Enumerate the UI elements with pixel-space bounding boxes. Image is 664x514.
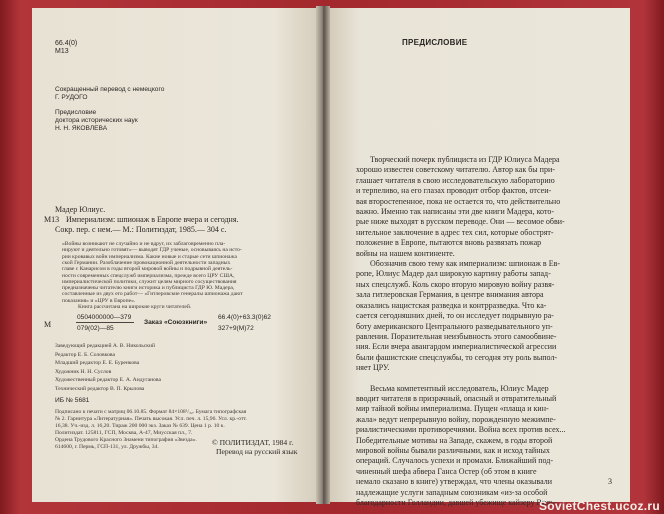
- text-line: зала гитлеровская Германия, в центре внимания автора: [356, 290, 544, 300]
- text-line: Творческий почерк публициста из ГДР Юлиуса Мадера: [370, 155, 560, 164]
- text-line: ния. Если вчера авангардом империалистической агрессии: [356, 342, 557, 352]
- bbk-row-1: 66.4(0)+63.3(0)62: [218, 314, 271, 321]
- text-line: риалистическими противоречиями. Война всех против всех...: [356, 425, 566, 435]
- catalog-top: 66.4(0): [55, 40, 78, 47]
- annotation-line: ской Германии. Разоблачение провокационной деятельности западных: [62, 259, 231, 266]
- annotation-line: показания» и «ЦРУ в Европе».: [62, 297, 136, 304]
- abridged-translation: Сокращенный перевод с немецкого: [55, 86, 165, 93]
- imprint-line: Политиздат. 125811, ГСП, Москва, А-47, Миусская пл., 7.: [55, 430, 193, 436]
- annotation-line: нируют и деятельно готовят»— выводят ГДР ученые, основываясь на исто-: [62, 247, 242, 254]
- text-line: хорошо известен советскому читателю. Автор как бы при-: [356, 165, 555, 175]
- code-row-1: 0504000000—379: [77, 314, 132, 321]
- text-line: оказались нацистская разведка и контрразведка. Что ка-: [356, 300, 547, 310]
- annotation-line: рии кровавых войн империализма. Какие новые и старые сети шпионажа: [62, 253, 237, 260]
- text-line: надлежащие услуги западным союзникам «из-за особой: [356, 487, 548, 497]
- text-line: мир тайной войны империализма. Пущен «плаща и кин-: [356, 404, 549, 414]
- annotation-line: главе с Канарисом в годы второй мировой войны и подрывной деятель-: [62, 266, 233, 273]
- preface-heading: ПРЕДИСЛОВИЕ: [402, 38, 468, 47]
- text-line: операций. Случалось успехи и промахи. Ближайший под-: [356, 456, 554, 466]
- text-line: Весьма компетентный исследователь, Юлиус Мадер: [370, 383, 549, 393]
- imprint-line: 16,38. Уч.-изд. л. 16,20. Тираж 200 000 экз. Заказ № 639. Цена 1 р. 10 к.: [55, 423, 225, 429]
- text-line: мировой войны бывали различными, как и исход тайных: [356, 445, 550, 455]
- annotation-line: «Войны возникают не случайно и не вдруг, их заблаговременно пла-: [62, 241, 226, 247]
- text-line: немало сказано в книге) утверждал, что члены оказывали: [356, 477, 552, 487]
- bib-line-2: Сокр. пер. с нем.— М.: Политиздат, 1985.— 304 с.: [55, 225, 227, 234]
- text-line: важно. Именно так написаны эти две книги Мадера, кото-: [356, 207, 554, 217]
- staff-line: Художественный редактор Е. А. Андуганова: [55, 377, 161, 383]
- text-line: няет ЦРУ.: [356, 363, 390, 373]
- text-line: вая второстепенное, пока не остается то, что действительно: [356, 196, 561, 206]
- left-page: [32, 8, 316, 502]
- text-line: и терпеливо, на его глазах проводит отбор фактов, отсеи-: [356, 186, 552, 196]
- text-line: ропе, Юлиус Мадер дал широкую картину работы запад-: [356, 269, 551, 279]
- text-line: боту американского Центрального разведывательного уп-: [356, 321, 553, 331]
- text-line: рые ниже выходят в русском переводе. Они — весомое обви-: [356, 217, 565, 227]
- annotation-line: ности современных спецслужб империализма, прежде всего ЦРУ США,: [62, 272, 235, 279]
- preface-author: Н. Н. ЯКОВЛЕВА: [55, 125, 108, 132]
- staff-line: Технический редактор В. П. Крылова: [55, 385, 145, 392]
- imprint-line: 614600, г. Пермь, ГСП-131, ул. Дружбы, 34.: [55, 444, 159, 450]
- paragraph-2: [356, 259, 621, 373]
- text-line: благодарности Голландии, давшей убежище кайзеру Виль-: [356, 498, 557, 507]
- staff-line: Редактор Е. Б. Соловкова: [55, 351, 115, 358]
- text-line: сается сегодняшних дней, то он исследует подрывную ра-: [356, 311, 554, 321]
- imprint-line: Ордена Трудового Красного Знамени типография «Звезда».: [55, 437, 197, 443]
- imprint-line: № 2. Гарнитура «Литературная». Печать высокая. Усл. печ. л. 15,96. Усл. кр.-отт.: [55, 416, 247, 422]
- imprint-line: Подписано к печати с матриц 06.10.85. Формат 84×108¹/₃₂. Бумага типографская: [55, 409, 247, 415]
- page-number: 3: [608, 477, 612, 486]
- staff-line: Заведующий редакцией А. В. Никольский: [55, 343, 156, 349]
- annotation-line: составленные из двух его работ— «Гитлеровские генералы шпионажа дают: [62, 291, 243, 298]
- text-line: Победительные мотивы на Западе, скажем, в годы второй: [356, 435, 553, 445]
- m-letter: М: [44, 320, 52, 329]
- staff-line: Художник Н. Н. Суслов: [55, 368, 112, 375]
- preface-body: [356, 155, 621, 508]
- annotation-line: предназначены читателю книги историка и публициста ГДР Ю. Мадера,: [62, 285, 235, 292]
- text-line: глашает читателя в свою исследовательскую лабораторию: [356, 175, 555, 185]
- paragraph-1: [356, 155, 621, 259]
- broad-readers-note: Книга рассчитана на широкие круги читателей.: [78, 304, 192, 310]
- preface-author-degree: доктора исторических наук: [55, 117, 138, 124]
- text-line: были фашистские спецслужбы, то сегодня эту роль выпол-: [356, 352, 558, 362]
- text-line: вводит читателя в призрачный, опасный и отвратительный: [356, 393, 557, 403]
- bbk-row-2: 327+9(M)72: [218, 325, 254, 332]
- copyright: © ПОЛИТИЗДАТ, 1984 г.: [212, 438, 294, 447]
- text-line: войны на нашем континенте.: [356, 248, 455, 258]
- text-line: нительное заключение в адрес тех сил, которые обострят-: [356, 227, 554, 237]
- fraction-line: [76, 322, 134, 323]
- author-name: Мадер Юлиус.: [55, 205, 106, 214]
- catalog-code: M13: [55, 48, 69, 55]
- text-line: ных спецслужб. Коль скоро вторую мировую войну развя-: [356, 279, 555, 289]
- preface-label: Предисловие: [55, 109, 97, 116]
- ib-number: ИБ № 5681: [55, 397, 90, 404]
- right-page: [330, 8, 630, 507]
- m13-code: М13: [44, 215, 60, 224]
- text-line: жала» ведут непрерывную войну, порожденную межимпе-: [356, 414, 556, 424]
- text-line: Обозначив свою тему как империализм: шпионаж в Ев-: [370, 259, 561, 269]
- order-label: Заказ «Союзкниги»: [144, 319, 208, 326]
- code-row-2: 079(02)—85: [77, 325, 114, 332]
- text-line: положение в Европе, пытаются вновь развязать пожар: [356, 238, 542, 248]
- book-spine-gutter: [316, 6, 330, 504]
- paragraph-3: [356, 384, 621, 509]
- staff-line: Младший редактор Е. Е. Буренкова: [55, 360, 140, 366]
- text-line: равления. Поразительная неизбывность этого самообвине-: [356, 331, 557, 341]
- translator-name: Г. РУДОГО: [55, 94, 88, 101]
- text-line: чиненный шефа абвера Ганса Остер (об этом в книге: [356, 466, 537, 476]
- bib-line-1: Империализм: шпионаж в Европе вчера и сегодня.: [66, 215, 239, 224]
- annotation-line: империалистической политики, служит целям мирного сосуществования: [62, 278, 237, 285]
- russian-translation: Перевод на русский язык: [216, 447, 298, 456]
- watermark-text: SovietChest.ucoz.ru: [538, 499, 660, 513]
